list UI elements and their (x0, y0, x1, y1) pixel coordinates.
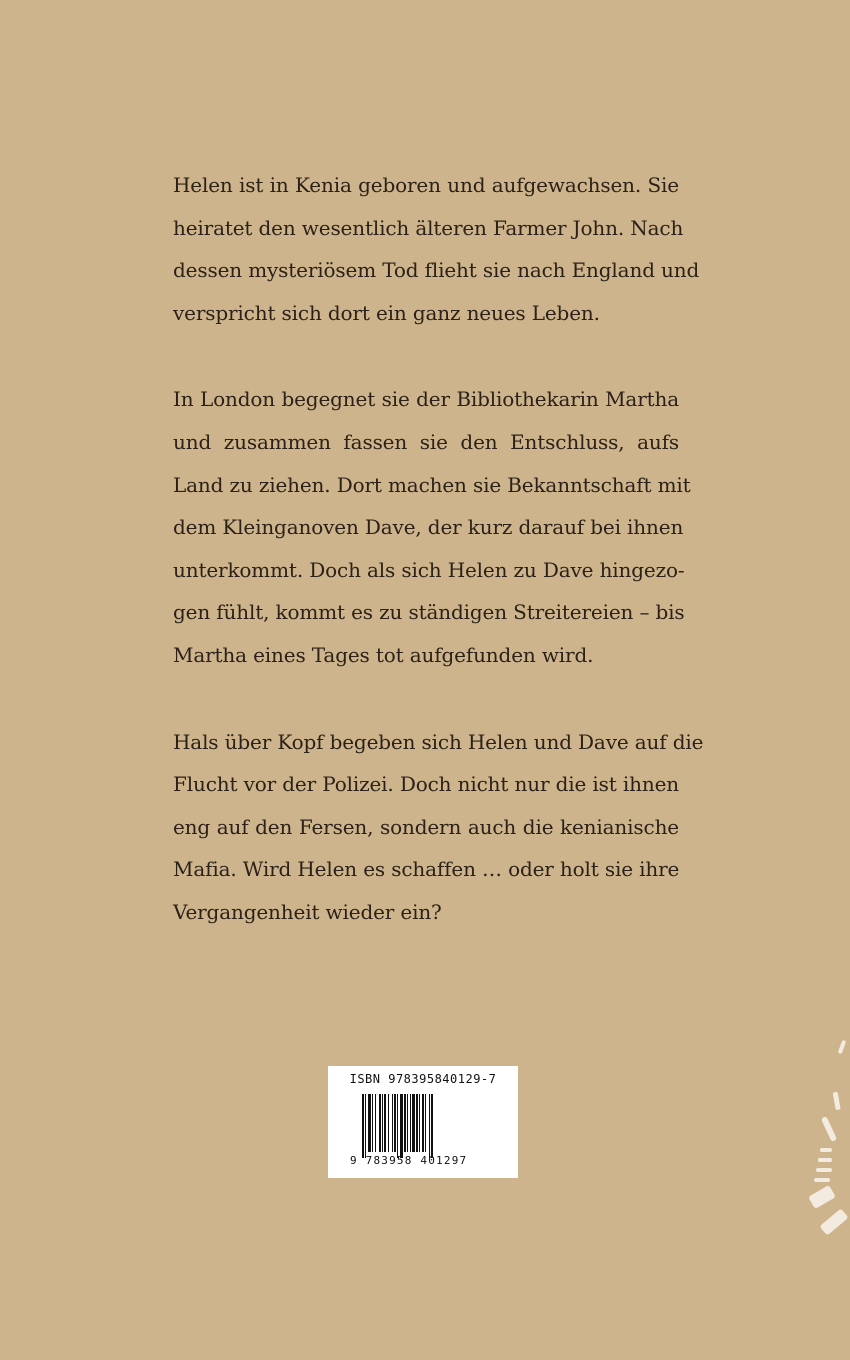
blurb-line: In London begegnet sie der Bibliothekarin Martha (173, 387, 679, 412)
blurb-line: Martha eines Tages tot aufgefunden wird. (173, 642, 594, 667)
blurb-line: Land zu ziehen. Dort machen sie Bekanntschaft mit (173, 472, 691, 497)
isbn-barcode (328, 1066, 518, 1178)
decorative-ornament (790, 1040, 850, 1260)
barcode-digits: 9 783958 401297 (350, 1154, 468, 1167)
blurb-line: Vergangenheit wieder ein? (173, 899, 442, 924)
blurb-paragraph-3 (173, 721, 704, 934)
barcode-bar (404, 1094, 406, 1152)
barcode-bar (372, 1094, 373, 1152)
barcode-bar (422, 1094, 424, 1152)
blurb-line: verspricht sich dort ein ganz neues Leben. (173, 300, 600, 325)
barcode-bar (375, 1094, 376, 1152)
barcode-bar (410, 1094, 411, 1152)
blurb-paragraph-1 (173, 164, 700, 334)
blurb-line: Hals über Kopf begeben sich Helen und Dave auf die (173, 729, 704, 754)
barcode-bar (400, 1094, 403, 1158)
blurb-line: Mafia. Wird Helen es schaffen … oder holt sie ihre (173, 857, 680, 882)
blurb-line: heiratet den wesentlich älteren Farmer John. Nach (173, 215, 684, 240)
blurb-line: eng auf den Fersen, sondern auch die kenianische (173, 814, 679, 839)
barcode-bar (362, 1094, 364, 1158)
barcode-bar (384, 1094, 386, 1152)
barcode-bar (425, 1094, 426, 1152)
barcode-bar (382, 1094, 383, 1152)
back-cover-blurb (173, 164, 704, 978)
barcode-bars (362, 1094, 486, 1158)
barcode-bar (365, 1094, 366, 1158)
isbn-label: ISBN 978395840129-7 (349, 1072, 497, 1086)
blurb-paragraph-2 (173, 378, 691, 676)
barcode-bar (368, 1094, 371, 1152)
barcode-bar (431, 1094, 433, 1158)
barcode-bar (392, 1094, 393, 1152)
blurb-line: dessen mysteriösem Tod flieht sie nach England und (173, 258, 700, 283)
blurb-line: gen fühlt, kommt es zu ständigen Streitereien – bis (173, 600, 685, 625)
blurb-line: Flucht vor der Polizei. Doch nicht nur die ist ihnen (173, 772, 679, 797)
blurb-line: Helen ist in Kenia geboren und aufgewachsen. Sie (173, 173, 679, 197)
blurb-line: dem Kleinganoven Dave, der kurz darauf bei ihnen (173, 515, 684, 540)
barcode-bar (419, 1094, 420, 1152)
barcode-bar (407, 1094, 408, 1152)
blurb-line: und zusammen fassen sie den Entschluss, aufs (173, 429, 679, 454)
barcode-bar (397, 1094, 398, 1158)
barcode-bar (388, 1094, 389, 1152)
blurb-line: unterkommt. Doch als sich Helen zu Dave hingezo- (173, 557, 685, 582)
barcode-bar (412, 1094, 415, 1152)
barcode-bar (429, 1094, 430, 1158)
barcode-bar (379, 1094, 381, 1152)
barcode-bar (394, 1094, 396, 1152)
barcode-bar (416, 1094, 418, 1152)
